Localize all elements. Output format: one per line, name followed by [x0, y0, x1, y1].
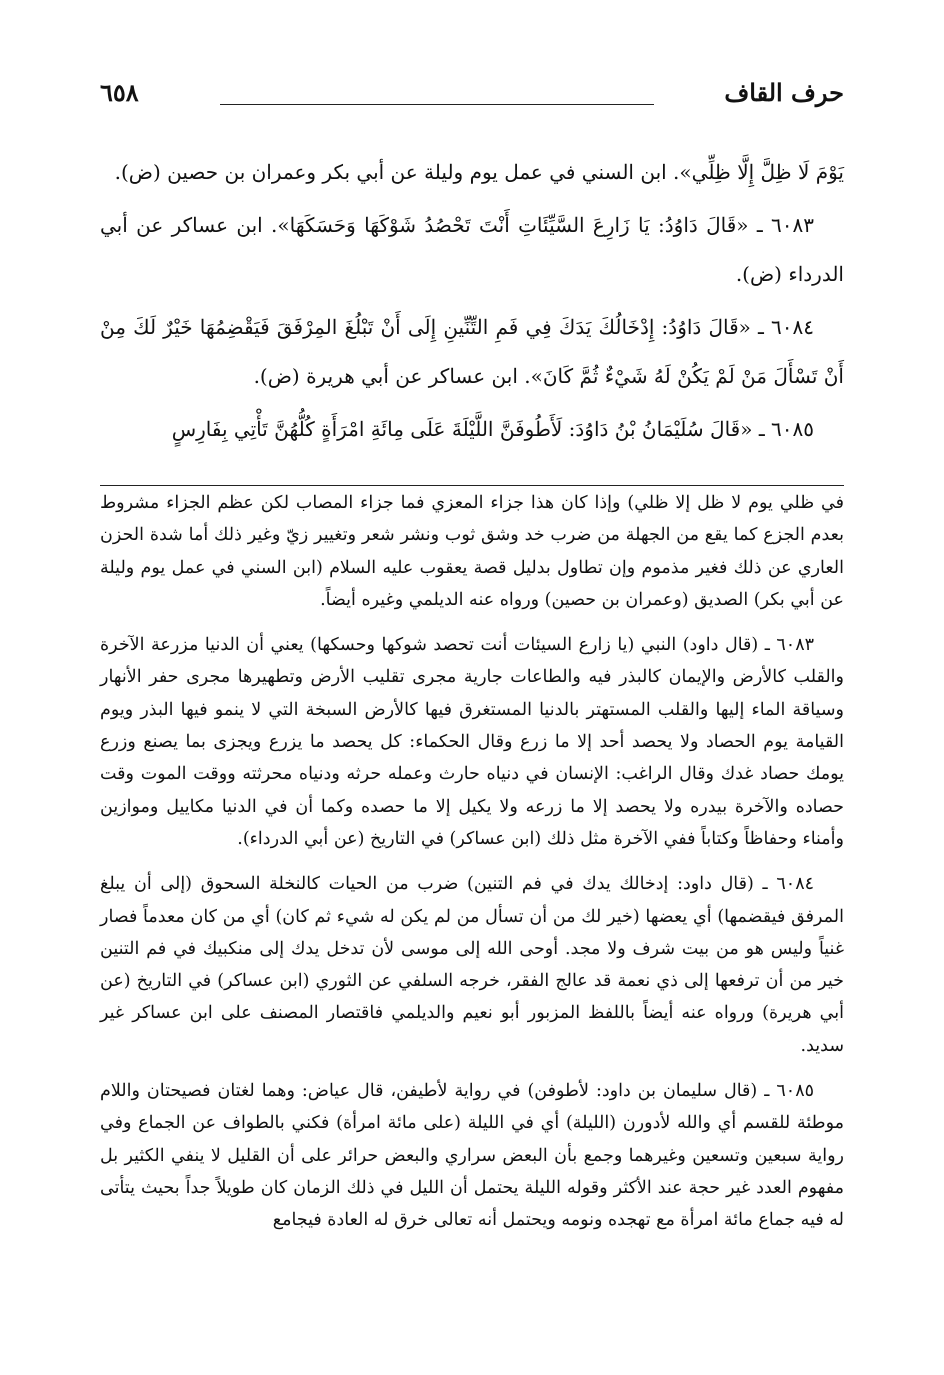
commentary-paragraph: ٦٠٨٥ ـ (قال سليمان بن داود: لأطوفن) في رواية لأطيفن، قال عياض: وهما لغتان فصيحتان واللام موطئة للقسم أي والله لأدورن (الليلة) أي في الليلة (على مائة امرأة) فكني بالطواف عن الجماع وفي رواية سبعين وتسعين وغيرهما وجمع بأن البعض سراري والبعض حرائر على أن القليل لا ينفي الكثير بل مفهوم العدد غير حجة عند الأكثر وقوله الليلة يحتمل أن الليل في ذلك الزمان كان طويلاً جداً بحيث يتأتى له فيه جماع مائة امرأة مع تهجده ونومه ويحتمل أنه تعالى خرق له العادة فيجامع [100, 1081, 844, 1231]
hadith-text [100, 148, 844, 458]
page-number: ٦٥٨ [100, 78, 139, 107]
chapter-title: حرف القاف [724, 78, 844, 107]
hadith-paragraph: يَوْمَ لَا ظِلَّ إِلَّا ظِلِّي». ابن السني في عمل يوم وليلة عن أبي بكر وعمران بن حصين (ض). [114, 160, 844, 184]
hadith-paragraph: ٦٠٨٥ ـ «قَالَ سُلَيْمَانُ بْنُ دَاوُدَ: لَأَطُوفَنَّ اللَّيْلَةَ عَلَى مِائَةِ امْرَأَةٍ كُلُّهُنَّ تَأْتِي بِفَارِسٍ [171, 417, 814, 441]
commentary-paragraph: ٦٠٨٤ ـ (قال داود: إدخالك يدك في فم التنين) ضرب من الحيات كالنخلة السحوق (إلى أن يبلغ المرفق فيقضمها) أي يعضها (خير لك من أن تسأل من لم يكن له شيء ثم كان) أي من كان معدماً فصار غنياً وليس هو من بيت شرف ولا مجد. أوحى الله إلى موسى لأن تدخل يدك إلى منكبيك في فم التنين خير من أن ترفعها إلى ذي نعمة قد عالج الفقر، خرجه السلفي عن الثوري (ابن عساكر) في التاريخ (عن أبي هريرة) ورواه عنه أيضاً باللفظ المزبور أبو نعيم والديلمي فاقتصار المصنف على ابن عساكر غير سديد. [100, 874, 845, 1056]
hadith-paragraph: ٦٠٨٣ ـ «قَالَ دَاوُدُ: يَا زَارِعَ السَّيِّئَاتِ أَنْتَ تَحْصُدُ شَوْكَهَا وَحَسَكَهَا». ابن عساكر عن أبي الدرداء (ض). [100, 213, 844, 286]
header-rule [220, 104, 654, 105]
page-header [100, 78, 844, 118]
footnote-separator [100, 485, 844, 486]
commentary-paragraph: في ظلي يوم لا ظل إلا ظلي) وإذا كان هذا جزاء المعزي فما جزاء المصاب لكن عظم الجزاء مشروط بعدم الجزع كما يقع من الجهلة من ضرب خد وشق ثوب ونشر شعر وتغيير زيّ وغير ذلك أما شدة الحزن العاري عن ذلك فغير مذموم وإن تطاول بدليل قصة يعقوب عليه السلام (ابن السني في عمل يوم وليلة عن أبي بكر) الصديق (وعمران بن حصين) ورواه عنه الديلمي وغيره أيضاً. [100, 493, 844, 610]
commentary-paragraph: ٦٠٨٣ ـ (قال داود) النبي (يا زارع السيئات أنت تحصد شوكها وحسكها) يعني أن الدنيا مزرعة الآخرة والقلب كالأرض والإيمان كالبذر فيه والطاعات جارية مجرى تقليب الأرض وتطهيرها مجرى حفر الأنهار وسياقة الماء إليها والقلب المستهتر بالدنيا المستغرق فيها كالأرض السبخة التي لا ينمو فيها البذر ويوم القيامة يوم الحصاد ولا يحصد أحد إلا ما زرع وقال الحكماء: كل يحصد ما يزرع ويجزى بما يصنع وزرع يومك حصاد غدك وقال الراغب: الإنسان في دنياه حارث وعمله حرثه ودنياه محرثته ووقت الموت وقت حصاده والآخرة بيدره ولا يحصد إلا ما زرعه ولا يكيل إلا ما حصده وكما أن في الدنيا مكاييل وموازين وأمناء وحفاظاً وكتاباً ففي الآخرة مثل ذلك (ابن عساكر) في التاريخ (عن أبي الدرداء). [100, 635, 844, 849]
hadith-paragraph: ٦٠٨٤ ـ «قَالَ دَاوُدُ: إِدْخَالُكَ يَدَكَ فِي فَمِ التِّنِّينِ إِلَى أَنْ تَبْلُغَ المِرْفَقَ فَيَقْضِمُهَا خَيْرٌ لَكَ مِنْ أَنْ تَسْأَلَ مَنْ لَمْ يَكُنْ لَهُ شَيْءٌ ثُمَّ كَانَ». ابن عساكر عن أبي هريرة (ض). [100, 315, 844, 388]
commentary-text [100, 487, 844, 1237]
